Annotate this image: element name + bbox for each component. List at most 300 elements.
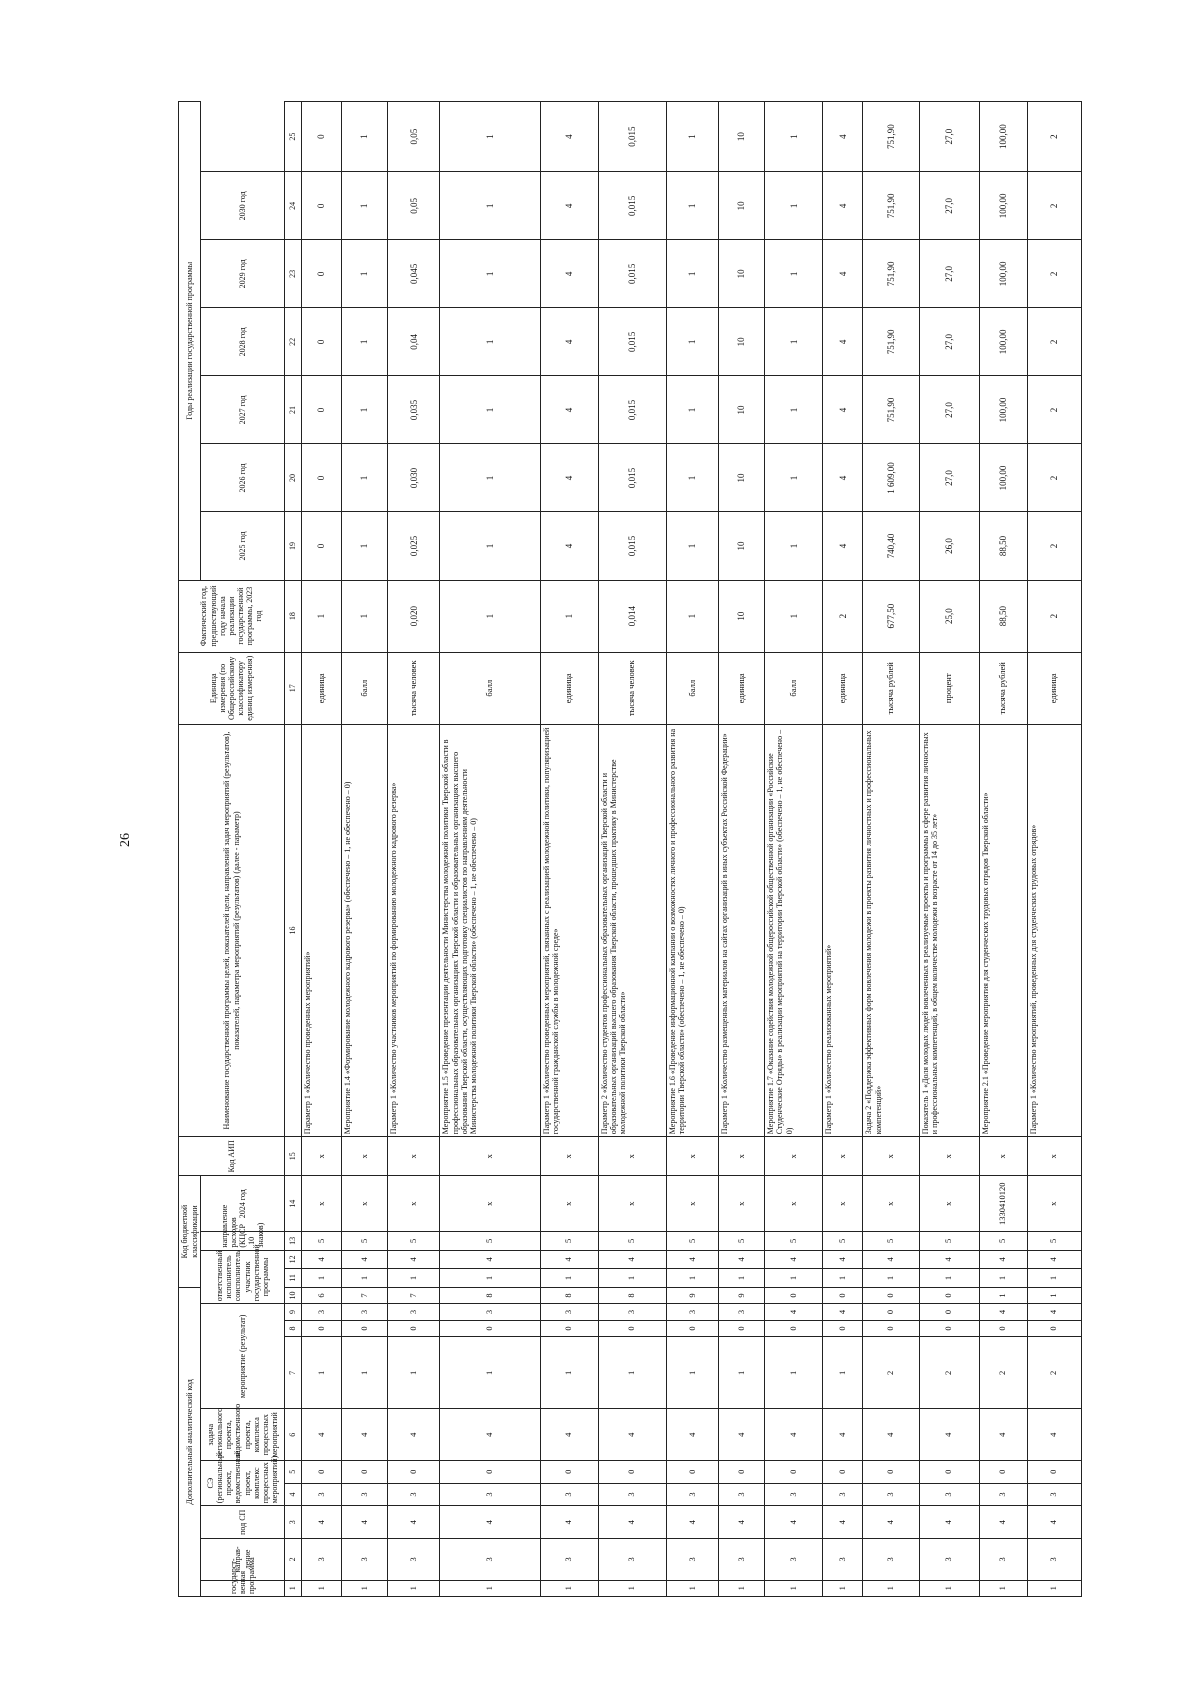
code-cell: 0	[823, 1460, 863, 1483]
col-num: 16	[285, 724, 302, 1136]
name-cell: Параметр 1 «Количество размещенных материалов на сайтах организаций в иных субъектах Российской Федерации»	[719, 724, 765, 1136]
year-value-cell: 100,00	[979, 308, 1027, 376]
year-value-cell: 27,0	[919, 444, 979, 512]
unit-cell: тысяча рублей	[863, 652, 919, 724]
header-event: мероприятие (результат)	[201, 1304, 285, 1409]
year-value-cell: 4	[823, 512, 863, 580]
code-cell: x	[666, 1137, 718, 1176]
year-value-cell: 0,030	[388, 444, 440, 512]
code-cell: 0	[719, 1320, 765, 1336]
year-value-cell: 4	[540, 172, 598, 240]
code-cell: 3	[863, 1539, 919, 1580]
year-value-cell: 0	[302, 444, 342, 512]
year-value-cell: 1	[765, 308, 823, 376]
code-cell: 5	[719, 1232, 765, 1251]
code-cell: 2	[919, 1337, 979, 1409]
code-cell: 5	[388, 1232, 440, 1251]
year-value-cell: 4	[823, 308, 863, 376]
code-cell: x	[863, 1176, 919, 1232]
code-cell: 0	[919, 1320, 979, 1336]
code-cell: 1	[1027, 1287, 1081, 1304]
code-cell: 0	[598, 1320, 666, 1336]
year-value-cell: 1	[666, 240, 718, 308]
code-cell: 1	[388, 1269, 440, 1288]
code-cell: 4	[1027, 1506, 1081, 1539]
header-task: задача регионального проекта, ведомственного проекта, комплекса процессных мероприятий	[201, 1409, 285, 1461]
year-value-cell: 10	[719, 512, 765, 580]
year-value-cell: 0,015	[598, 376, 666, 444]
code-cell: 1	[823, 1269, 863, 1288]
code-cell: 1	[598, 1269, 666, 1288]
unit-cell: тысяча рублей	[979, 652, 1027, 724]
code-cell: 5	[765, 1232, 823, 1251]
year-value-cell: 100,00	[979, 240, 1027, 308]
header-fact-year: Фактический год, предшествующий году начала реализации государственной программы, 2023 год	[179, 580, 285, 652]
table-row	[540, 102, 598, 1597]
col-num: 19	[285, 512, 302, 580]
code-cell: 5	[823, 1232, 863, 1251]
code-cell: 4	[388, 1250, 440, 1269]
year-value-cell: 2	[1027, 512, 1081, 580]
year-value-cell: 10	[719, 172, 765, 240]
name-cell: Мероприятие 1.6 «Проведение информационной кампании о возможностях личного и профессионального развития на территории Тверской области» (обеспечено – 1, не обеспечено – 0)	[666, 724, 718, 1136]
year-value-cell: 1	[666, 102, 718, 172]
year-value-cell: 26,0	[919, 512, 979, 580]
code-cell: 3	[1027, 1483, 1081, 1506]
code-cell: 4	[765, 1409, 823, 1461]
code-cell: 4	[598, 1250, 666, 1269]
page-number: 26	[118, 833, 133, 847]
col-num: 1	[285, 1580, 302, 1596]
code-cell: 4	[342, 1250, 388, 1269]
code-cell: 4	[598, 1409, 666, 1461]
fact-value-cell: 1	[666, 580, 718, 652]
code-cell: 0	[979, 1460, 1027, 1483]
code-cell: 4	[765, 1250, 823, 1269]
code-cell: 5	[863, 1232, 919, 1251]
code-cell: 2	[863, 1337, 919, 1409]
year-value-cell: 2	[1027, 376, 1081, 444]
code-cell: 0	[765, 1320, 823, 1336]
code-cell: 4	[765, 1506, 823, 1539]
code-cell: x	[388, 1176, 440, 1232]
code-cell: 0	[919, 1460, 979, 1483]
table-row	[919, 102, 979, 1597]
year-value-cell: 4	[823, 444, 863, 512]
code-cell: 1330410120	[979, 1176, 1027, 1232]
year-value-cell: 4	[540, 308, 598, 376]
year-value-cell: 1	[666, 172, 718, 240]
code-cell: 3	[719, 1539, 765, 1580]
fact-value-cell: 10	[719, 580, 765, 652]
name-cell: Параметр 2 «Количество студентов профессиональных образовательных организаций Тверской области и образовательных организаций высшего образования Тверской области, прошедших практику в Министерстве молодежной политики Тверской области»	[598, 724, 666, 1136]
code-cell: 4	[823, 1506, 863, 1539]
unit-cell: единица	[302, 652, 342, 724]
code-cell: 5	[302, 1232, 342, 1251]
code-cell: 0	[440, 1460, 540, 1483]
col-num: 15	[285, 1137, 302, 1176]
year-value-cell: 1	[342, 240, 388, 308]
table-body	[302, 102, 1082, 1597]
code-cell: 1	[342, 1580, 388, 1596]
year-value-cell: 1	[342, 308, 388, 376]
code-cell: 4	[302, 1250, 342, 1269]
unit-cell: единица	[719, 652, 765, 724]
code-cell: 5	[598, 1232, 666, 1251]
name-cell: Параметр 1 «Количество участников мероприятий по формированию молодежного кадрового резерва»	[388, 724, 440, 1136]
code-cell: 4	[440, 1250, 540, 1269]
header-sp: СЭ (региональный проект, ведомственный проект, комплекс процессных мероприятий)	[201, 1460, 285, 1505]
year-value-cell: 1	[765, 102, 823, 172]
year-value-cell: 1	[666, 308, 718, 376]
code-cell: 3	[440, 1483, 540, 1506]
code-cell: 0	[863, 1460, 919, 1483]
code-cell: 3	[719, 1304, 765, 1320]
name-cell: Мероприятие 1.7 «Оказание содействия молодежной общероссийской общественной организации «Российские Студенческие Отряды» в реализации мероприятий на территории Тверской области» (обеспечено – 1, не обеспечено – 0)	[765, 724, 823, 1136]
code-cell: 5	[666, 1232, 718, 1251]
code-cell: 4	[302, 1409, 342, 1461]
year-value-cell: 1	[765, 240, 823, 308]
header-unit: Единица измерения (по Общероссийскому классификатору единиц измерения)	[179, 652, 285, 724]
year-value-cell: 0,015	[598, 444, 666, 512]
code-cell: 0	[979, 1320, 1027, 1336]
code-cell: x	[823, 1176, 863, 1232]
code-cell: 4	[302, 1506, 342, 1539]
year-value-cell: 0,035	[388, 376, 440, 444]
code-cell: 3	[598, 1539, 666, 1580]
year-value-cell: 27,0	[919, 172, 979, 240]
table-row	[823, 102, 863, 1597]
table-row	[440, 102, 540, 1597]
col-num: 20	[285, 444, 302, 512]
code-cell: 7	[388, 1287, 440, 1304]
header-year-2028: 2028 год	[201, 308, 285, 376]
year-value-cell: 1	[342, 444, 388, 512]
year-value-cell: 1	[440, 512, 540, 580]
code-cell: 1	[440, 1580, 540, 1596]
year-value-cell: 1	[765, 444, 823, 512]
header-napr: направ-ление	[201, 1539, 285, 1580]
year-value-cell: 751,90	[863, 172, 919, 240]
code-cell: 4	[919, 1250, 979, 1269]
code-cell: x	[540, 1176, 598, 1232]
code-cell: 5	[342, 1232, 388, 1251]
code-cell: 3	[765, 1483, 823, 1506]
year-value-cell: 27,0	[919, 308, 979, 376]
unit-cell: единица	[823, 652, 863, 724]
code-cell: 4	[979, 1250, 1027, 1269]
code-cell: 1	[388, 1337, 440, 1409]
code-cell: 3	[540, 1539, 598, 1580]
code-cell: 1	[863, 1580, 919, 1596]
code-cell: 6	[302, 1287, 342, 1304]
code-cell: 1	[598, 1337, 666, 1409]
code-cell: x	[302, 1176, 342, 1232]
year-value-cell: 4	[540, 240, 598, 308]
name-cell: Мероприятие 1.5 «Проведение презентации деятельности Министерства молодежной политики Тверской области в профессиональных образовательных организациях Тверской области и образовательных организациях высшего образования Тверской области, осуществляющих подготовку специалистов по направлениям деятельности Министерства молодежной политики Тверской области» (обеспечено – 1, не обеспечено – 0)	[440, 724, 540, 1136]
code-cell: 7	[342, 1287, 388, 1304]
fact-value-cell: 1	[540, 580, 598, 652]
year-value-cell: 4	[823, 376, 863, 444]
year-value-cell: 88,50	[979, 512, 1027, 580]
name-cell: Мероприятие 1.4 «Формирование молодежного кадрового резерва» (обеспечено – 1, не обеспечено – 0)	[342, 724, 388, 1136]
code-cell: 3	[979, 1539, 1027, 1580]
year-value-cell: 751,90	[863, 240, 919, 308]
code-cell: 1	[919, 1580, 979, 1596]
code-cell: 4	[863, 1409, 919, 1461]
year-value-cell: 751,90	[863, 308, 919, 376]
name-cell: Мероприятие 2.1 «Проведение мероприятия для студенческих трудовых отрядов Тверской области»	[979, 724, 1027, 1136]
year-value-cell: 0,045	[388, 240, 440, 308]
code-cell: 4	[823, 1409, 863, 1461]
code-cell: x	[979, 1137, 1027, 1176]
year-value-cell: 100,00	[979, 102, 1027, 172]
code-cell: 3	[302, 1539, 342, 1580]
name-cell: Параметр 1 «Количество проведенных мероприятий»	[302, 724, 342, 1136]
col-num: 2	[285, 1539, 302, 1580]
table-row	[342, 102, 388, 1597]
code-cell: 1	[342, 1269, 388, 1288]
code-cell: 4	[863, 1250, 919, 1269]
year-value-cell: 10	[719, 308, 765, 376]
unit-cell: процент	[919, 652, 979, 724]
year-value-cell: 1	[440, 444, 540, 512]
header-year-2024: 2024 год	[201, 1176, 285, 1232]
code-cell: 5	[540, 1232, 598, 1251]
year-value-cell: 1	[666, 512, 718, 580]
code-cell: 3	[540, 1483, 598, 1506]
year-value-cell: 0,05	[388, 102, 440, 172]
code-cell: 0	[863, 1320, 919, 1336]
header-kbk: Код бюджетной классификации	[179, 1176, 201, 1287]
code-cell: 4	[979, 1409, 1027, 1461]
code-cell: x	[598, 1176, 666, 1232]
header-year-2026: 2026 год	[201, 444, 285, 512]
header-gp: государст-венная программа	[201, 1580, 285, 1596]
year-value-cell: 1	[440, 102, 540, 172]
table-row	[979, 102, 1027, 1597]
code-cell: 5	[919, 1232, 979, 1251]
year-value-cell: 100,00	[979, 444, 1027, 512]
year-value-cell: 10	[719, 102, 765, 172]
year-value-cell: 0	[302, 240, 342, 308]
code-cell: 1	[666, 1580, 718, 1596]
col-num: 24	[285, 172, 302, 240]
code-cell: 1	[342, 1337, 388, 1409]
year-value-cell: 1 609,00	[863, 444, 919, 512]
name-cell: Параметр 1 «Количество реализованных мероприятий»	[823, 724, 863, 1136]
year-value-cell: 1	[440, 308, 540, 376]
code-cell: 1	[979, 1287, 1027, 1304]
col-num: 11	[285, 1269, 302, 1288]
year-value-cell: 1	[342, 102, 388, 172]
col-num: 4	[285, 1483, 302, 1506]
code-cell: 0	[666, 1320, 718, 1336]
code-cell: x	[540, 1137, 598, 1176]
code-cell: 4	[919, 1506, 979, 1539]
year-value-cell: 27,0	[919, 240, 979, 308]
code-cell: 0	[342, 1460, 388, 1483]
code-cell: 0	[302, 1320, 342, 1336]
year-value-cell: 0,025	[388, 512, 440, 580]
code-cell: 0	[919, 1287, 979, 1304]
code-cell: 1	[919, 1269, 979, 1288]
fact-value-cell: 25,0	[919, 580, 979, 652]
year-value-cell: 1	[666, 444, 718, 512]
col-num: 22	[285, 308, 302, 376]
header-expense: направление расходов (КЦСР 10 знаков)	[201, 1232, 285, 1251]
code-cell: 4	[598, 1506, 666, 1539]
code-cell: 4	[388, 1506, 440, 1539]
code-cell: 9	[666, 1287, 718, 1304]
unit-cell: балл	[440, 652, 540, 724]
col-num: 8	[285, 1320, 302, 1336]
code-cell: 8	[440, 1287, 540, 1304]
code-cell: 4	[540, 1506, 598, 1539]
code-cell: 3	[863, 1483, 919, 1506]
year-value-cell: 1	[440, 240, 540, 308]
code-cell: 0	[388, 1460, 440, 1483]
code-cell: 4	[979, 1304, 1027, 1320]
code-cell: 1	[719, 1337, 765, 1409]
code-cell: 4	[1027, 1304, 1081, 1320]
code-cell: 0	[388, 1320, 440, 1336]
code-cell: 0	[719, 1460, 765, 1483]
code-cell: 1	[1027, 1269, 1081, 1288]
fact-value-cell: 1	[440, 580, 540, 652]
code-cell: x	[1027, 1176, 1081, 1232]
year-value-cell: 4	[540, 102, 598, 172]
code-cell: 0	[598, 1460, 666, 1483]
table-row	[388, 102, 440, 1597]
code-cell: 4	[440, 1506, 540, 1539]
code-cell: 3	[388, 1539, 440, 1580]
header-name: Наименование государственной программы целей, показателей цели, направлений задач мероприятий (результатов), показателей, параметра мероприятий (результатов) (далее - параметр)	[179, 724, 285, 1136]
code-cell: 0	[302, 1460, 342, 1483]
code-cell: x	[765, 1137, 823, 1176]
table-row	[302, 102, 342, 1597]
year-value-cell: 751,90	[863, 376, 919, 444]
name-cell: Показатель 1 «Доля молодых людей вовлеченных в реализуемые проекты и программы в сфере развития личностных и профессиональных компетенций, в общем количестве молодежи в возрасте от 14 до 35 лет»	[919, 724, 979, 1136]
col-num: 18	[285, 580, 302, 652]
header-pod-sp: под СП	[201, 1506, 285, 1539]
year-value-cell: 0	[302, 512, 342, 580]
year-value-cell: 100,00	[979, 376, 1027, 444]
code-cell: 3	[440, 1304, 540, 1320]
code-cell: 0	[440, 1320, 540, 1336]
code-cell: 8	[598, 1287, 666, 1304]
code-cell: 0	[1027, 1460, 1081, 1483]
year-value-cell: 2	[1027, 240, 1081, 308]
year-value-cell: 4	[823, 240, 863, 308]
code-cell: 1	[979, 1269, 1027, 1288]
col-num: 14	[285, 1176, 302, 1232]
year-value-cell: 10	[719, 240, 765, 308]
code-cell: x	[302, 1137, 342, 1176]
code-cell: 3	[540, 1304, 598, 1320]
code-cell: 2	[979, 1337, 1027, 1409]
code-cell: 3	[919, 1539, 979, 1580]
table-row	[765, 102, 823, 1597]
fact-value-cell: 88,50	[979, 580, 1027, 652]
header-year-2030: 2030 год	[201, 172, 285, 240]
code-cell: 4	[666, 1409, 718, 1461]
code-cell: 0	[863, 1304, 919, 1320]
year-value-cell: 740,40	[863, 512, 919, 580]
col-num: 3	[285, 1506, 302, 1539]
code-cell: 3	[388, 1304, 440, 1320]
code-cell: 3	[666, 1483, 718, 1506]
program-table	[178, 101, 1082, 1597]
unit-cell: единица	[540, 652, 598, 724]
code-cell: 5	[979, 1232, 1027, 1251]
code-cell: 2	[1027, 1337, 1081, 1409]
code-cell: 5	[1027, 1232, 1081, 1251]
name-cell: Параметр 1 «Количество проведенных мероприятий, связанных с реализацией молодежной политики, популяризацией государственной гражданской службы в молодежной среде»	[540, 724, 598, 1136]
col-num: 23	[285, 240, 302, 308]
code-cell: x	[388, 1137, 440, 1176]
year-value-cell: 0,05	[388, 172, 440, 240]
year-value-cell: 0,04	[388, 308, 440, 376]
year-value-cell: 10	[719, 376, 765, 444]
code-cell: 3	[342, 1539, 388, 1580]
name-cell: Параметр 1 «Количество мероприятий, проведенных для студенческих трудовых отрядов»	[1027, 724, 1081, 1136]
code-cell: 3	[598, 1483, 666, 1506]
code-cell: 3	[666, 1304, 718, 1320]
code-cell: 4	[1027, 1409, 1081, 1461]
code-cell: x	[1027, 1137, 1081, 1176]
fact-value-cell: 2	[1027, 580, 1081, 652]
code-cell: 8	[540, 1287, 598, 1304]
year-value-cell: 0	[302, 376, 342, 444]
code-cell: 1	[1027, 1580, 1081, 1596]
year-value-cell: 10	[719, 444, 765, 512]
col-num: 6	[285, 1409, 302, 1461]
code-cell: x	[666, 1176, 718, 1232]
code-cell: 4	[719, 1506, 765, 1539]
code-cell: 5	[440, 1232, 540, 1251]
code-cell: 1	[440, 1337, 540, 1409]
code-cell: 3	[302, 1483, 342, 1506]
code-cell: 3	[765, 1539, 823, 1580]
code-cell: 1	[823, 1337, 863, 1409]
code-cell: 3	[388, 1483, 440, 1506]
code-cell: 0	[1027, 1320, 1081, 1336]
code-cell: x	[823, 1137, 863, 1176]
code-cell: 3	[342, 1304, 388, 1320]
fact-value-cell: 1	[302, 580, 342, 652]
code-cell: 4	[666, 1506, 718, 1539]
code-cell: 4	[388, 1409, 440, 1461]
code-cell: 1	[540, 1337, 598, 1409]
unit-cell: единица	[1027, 652, 1081, 724]
code-cell: 3	[342, 1483, 388, 1506]
col-num: 13	[285, 1232, 302, 1251]
unit-cell: тысяча человек	[388, 652, 440, 724]
year-value-cell: 2	[1027, 102, 1081, 172]
year-value-cell: 27,0	[919, 376, 979, 444]
code-cell: 1	[388, 1580, 440, 1596]
rotated-table-container	[178, 101, 1082, 1597]
code-cell: 3	[302, 1304, 342, 1320]
year-value-cell: 2	[1027, 308, 1081, 376]
col-num: 25	[285, 102, 302, 172]
code-cell: 1	[719, 1580, 765, 1596]
table-row	[863, 102, 919, 1597]
name-cell: Задача 2 «Поддержка эффективных форм вовлечения молодежи в проекты развития личностных и профессиональных компетенций»	[863, 724, 919, 1136]
code-cell: x	[440, 1176, 540, 1232]
code-cell: 4	[823, 1250, 863, 1269]
